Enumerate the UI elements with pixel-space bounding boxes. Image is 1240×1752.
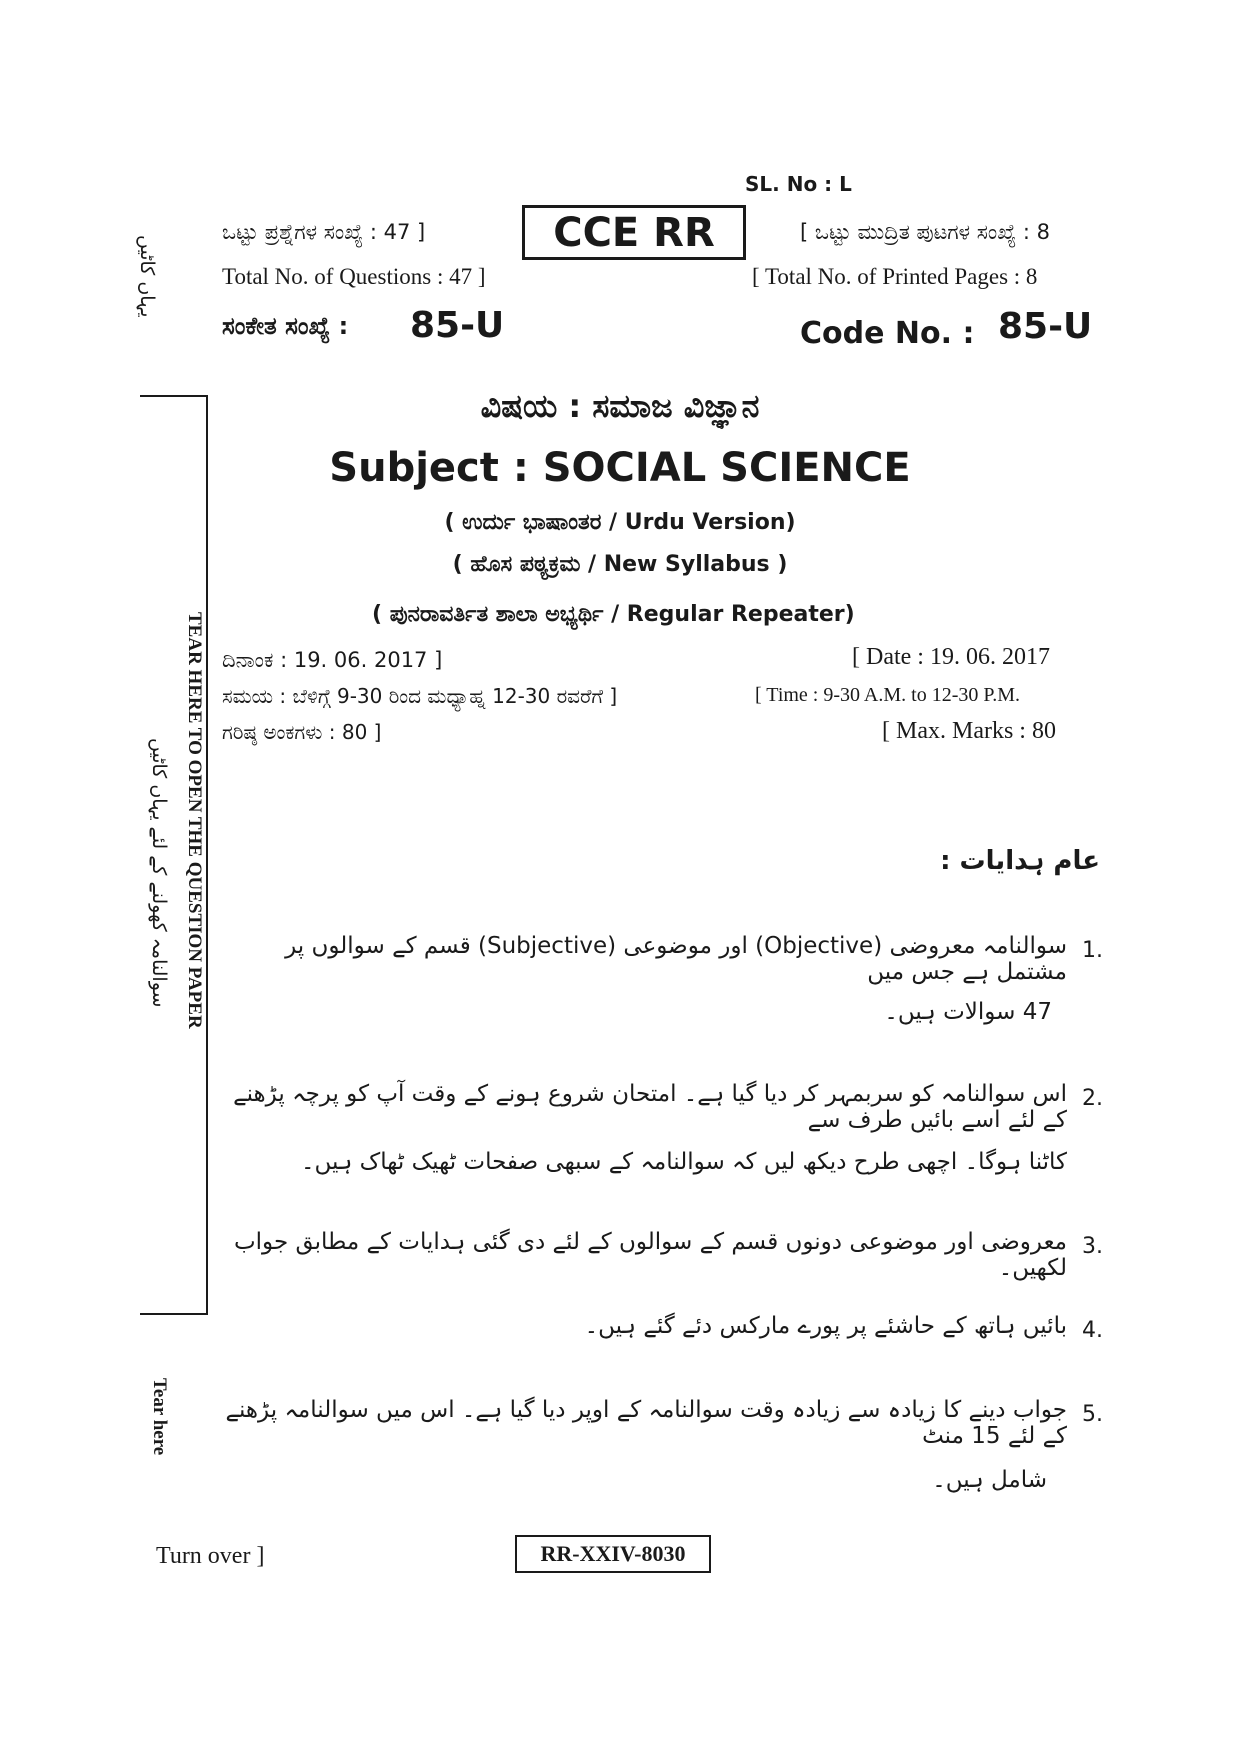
code-label-kannada: ಸಂಕೇತ ಸಂಖ್ಯೆ : [222,312,349,340]
code-label: Code No. : [800,316,975,351]
repeater-english: Regular Repeater) [626,602,855,627]
instruction-line: بائیں ہاتھ کے حاشئے پر پورے مارکس دئے گئے ہیں۔ [584,1313,1067,1339]
subject-title: Subject : SOCIAL SCIENCE [329,445,911,491]
exam-time: [ Time : 9-30 A.M. to 12-30 P.M. [755,684,1021,706]
code-value: 85-U [998,306,1093,347]
reference-code-box: RR-XXIV-8030 [515,1535,711,1573]
max-marks: [ Max. Marks : 80 [882,718,1056,744]
time-kannada: ಸಮಯ : ಬೆಳಿಗ್ಗೆ 9-30 ರಿಂದ ಮಧ್ಯಾಹ್ನ 12-30 ರವರೆಗೆ ] [222,684,618,708]
tear-instruction-urdu: سوالنامہ کھولنے کے لئے یہاں کاٹیں [148,738,170,1008]
code-value-kannada: 85-U [410,305,505,346]
instruction-number: 5. [1082,1402,1103,1427]
instruction-number: 1. [1082,938,1103,963]
total-pages-kannada: [ ಒಟ್ಟು ಮುದ್ರಿತ ಪುಟಗಳ ಸಂಖ್ಯೆ : 8 [800,220,1051,244]
version-english: Urdu Version) [624,510,796,535]
syllabus-english: New Syllabus ) [603,552,788,577]
version-kannada: ( ಉರ್ದು ಭಾಷಾಂತರ / [444,510,625,535]
total-questions: Total No. of Questions : 47 ] [222,264,486,289]
instruction-line: سوالنامہ معروضی (Objective) اور موضوعی (Subjective) قسم کے سوالوں پر مشتمل ہے جس میں [285,933,1067,985]
total-pages: [ Total No. of Printed Pages : 8 [752,264,1038,289]
subject-title-kannada: ವಿಷಯ : ಸಮಾಜ ವಿಜ್ಞಾನ [480,387,760,425]
instruction-line: شامل ہیں۔ [932,1467,1047,1493]
tear-here-label: Tear here [149,1378,170,1456]
instruction-number: 4. [1082,1318,1103,1343]
max-marks-kannada: ಗರಿಷ್ಠ ಅಂಕಗಳು : 80 ] [222,720,382,744]
repeater-line [372,602,855,627]
instruction-line: کاٹنا ہوگا۔ اچھی طرح دیکھ لیں کہ سوالنامہ کے سبھی صفحات ٹھیک ٹھاک ہیں۔ [300,1149,1067,1175]
instruction-number: 2. [1082,1086,1103,1111]
tear-here-urdu: یہاں کاٹیں [136,235,158,318]
repeater-kannada: ( ಪುನರಾವರ್ತಿತ ಶಾಲಾ ಅಭ್ಯರ್ಥಿ / [372,602,627,627]
general-instructions-heading: عام ہدایات : [940,846,1100,876]
instruction-line: اس سوالنامہ کو سربمہر کر دیا گیا ہے۔ امتحان شروع ہونے کے وقت آپ کو پرچہ پڑھنے کے لئے اسے بائیں طرف سے [233,1081,1067,1133]
total-questions-kannada: ಒಟ್ಟು ಪ್ರಶ್ನೆಗಳ ಸಂಖ್ಯೆ : 47 ] [222,220,426,244]
instruction-line: 47 سوالات ہیں۔ [884,999,1052,1025]
tear-here-instruction: TEAR HERE TO OPEN THE QUESTION PAPER [184,612,205,1029]
exam-date: [ Date : 19. 06. 2017 [852,644,1050,670]
turn-over-note: Turn over ] [156,1543,265,1569]
instruction-line: جواب دینے کا زیادہ سے زیادہ وقت سوالنامہ کے اوپر دیا گیا ہے۔ اس میں سوالنامہ پڑھنے کے لئے 15 منٹ [225,1397,1067,1449]
syllabus-kannada: ( ಹೊಸ ಪಠ್ಯಕ್ರಮ / [452,552,604,577]
date-kannada: ದಿನಾಂಕ : 19. 06. 2017 ] [222,648,443,672]
serial-number: SL. No : L [745,172,852,196]
instruction-line: معروضی اور موضوعی دونوں قسم کے سوالوں کے لئے دی گئی ہدایات کے مطابق جواب لکھیں۔ [234,1229,1067,1281]
instruction-number: 3. [1082,1234,1103,1259]
exam-code-box: CCE RR [522,205,746,260]
